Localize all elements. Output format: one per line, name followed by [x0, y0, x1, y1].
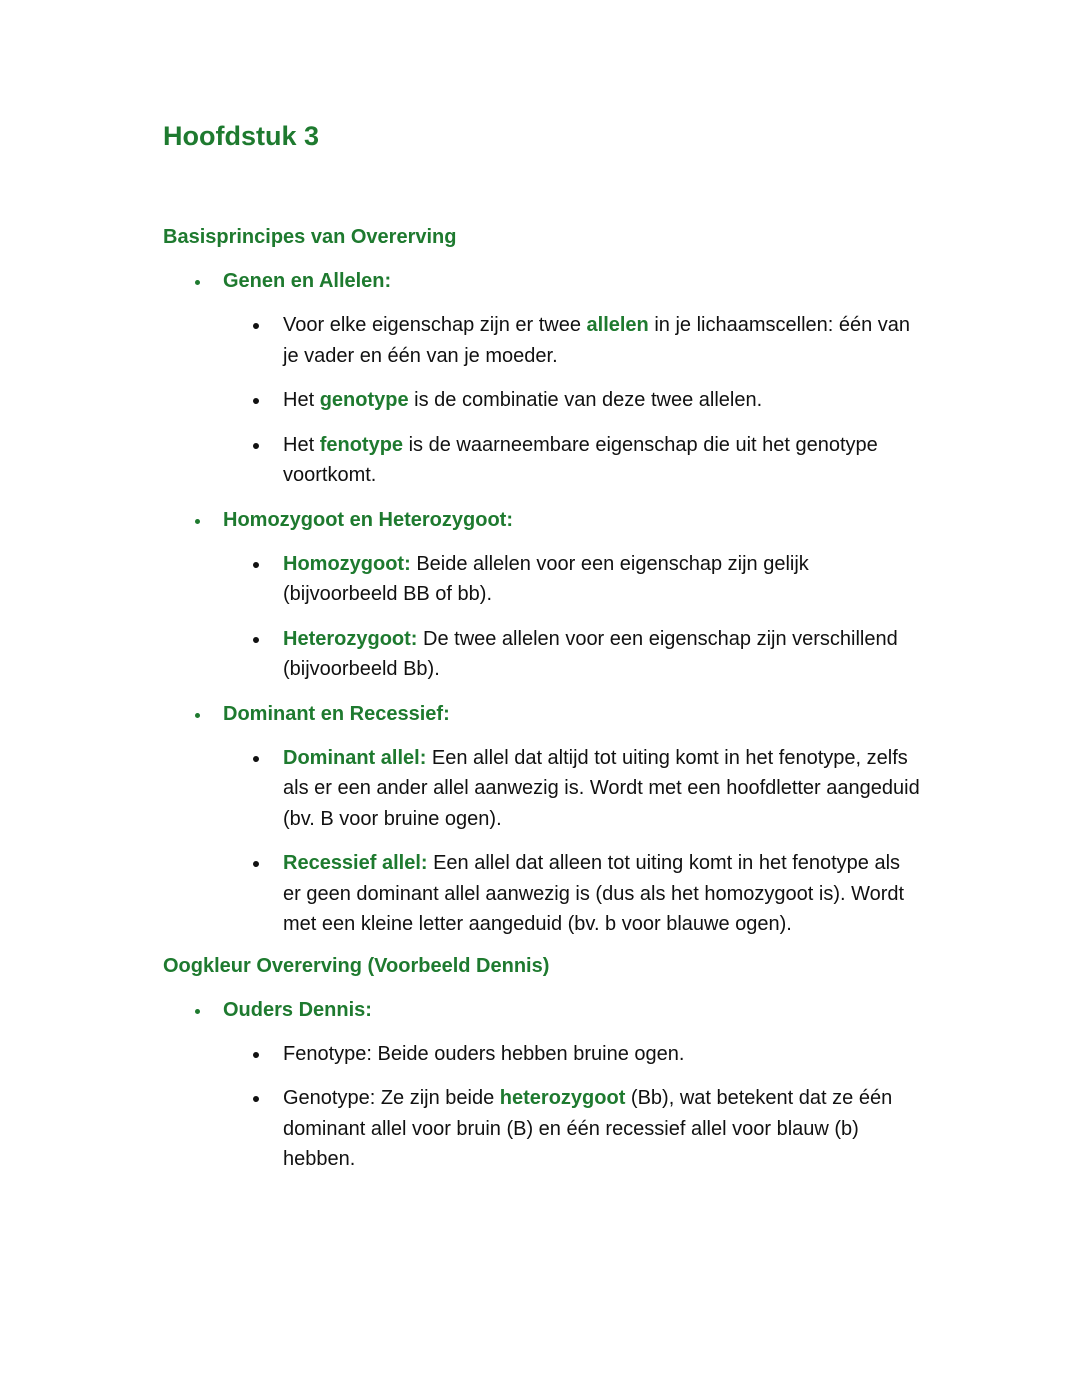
section-list-oogkleur	[163, 995, 923, 1175]
sub-list-item-text: Dominant allel: Een allel dat altijd tot uiting komt in het fenotype, zelfs als er een ander allel aanwezig is. Wordt met een hoofdletter aangeduid (bv. B voor bruine ogen).	[283, 746, 920, 830]
page-title: Hoofdstuk 3	[163, 121, 320, 151]
bullet-icon	[253, 1096, 259, 1102]
list-item-label: Genen en Allelen:	[223, 270, 392, 292]
section-list-basisprincipes	[163, 266, 923, 940]
sub-list	[223, 549, 923, 685]
list-item-ouders-dennis	[163, 995, 923, 1175]
bullet-icon	[253, 756, 259, 762]
sub-list-item-text: Voor elke eigenschap zijn er twee allelen in je lichaamscellen: één van je vader en één van je moeder.	[283, 314, 911, 367]
bullet-icon	[195, 1009, 200, 1014]
list-item-label: Ouders Dennis:	[223, 998, 372, 1021]
sub-list-item	[223, 385, 923, 416]
term-highlight: genotype	[319, 389, 409, 411]
sub-list-item-text: Fenotype: Beide ouders hebben bruine ogen.	[283, 1042, 685, 1065]
term-highlight: allelen	[586, 314, 649, 336]
bullet-icon	[253, 443, 259, 449]
bullet-icon	[195, 280, 200, 285]
sub-list-item	[223, 1039, 923, 1070]
bullet-icon	[195, 519, 200, 524]
sub-list-item	[223, 310, 923, 371]
term-highlight: fenotype	[319, 433, 404, 456]
sub-list-item	[223, 624, 923, 685]
section-heading-basisprincipes: Basisprincipes van Overerving	[163, 226, 457, 248]
list-item-label: Homozygoot en Heterozygoot:	[223, 508, 513, 531]
term-highlight: Recessief allel:	[283, 852, 428, 874]
bullet-icon	[253, 398, 259, 404]
sub-list-item-text: Recessief allel: Een allel dat alleen tot uiting komt in het fenotype als er geen dominant allel aanwezig is (dus als het homozygoot is). Wordt met een kleine letter aangeduid (bv. b voor blauwe ogen).	[283, 852, 905, 935]
section-heading-oogkleur: Oogkleur Overerving (Voorbeeld Dennis)	[163, 954, 550, 977]
sub-list-item-text: Het fenotype is de waarneembare eigenschap die uit het genotype voortkomt.	[283, 433, 878, 486]
list-item-homozygoot-heterozygoot	[163, 505, 923, 685]
bullet-icon	[253, 1052, 259, 1058]
sub-list	[223, 1039, 923, 1175]
bullet-icon	[253, 323, 259, 329]
document-content	[163, 118, 923, 1175]
sub-list-item	[223, 549, 923, 610]
sub-list-item-text: Homozygoot: Beide allelen voor een eigenschap zijn gelijk (bijvoorbeeld BB of bb).	[283, 552, 809, 605]
sub-list-item-text: Het genotype is de combinatie van deze twee allelen.	[283, 389, 763, 411]
sub-list-item	[223, 430, 923, 491]
bullet-icon	[253, 637, 259, 643]
sub-list-item	[223, 848, 923, 940]
list-item-label: Dominant en Recessief:	[223, 702, 450, 725]
term-highlight: Dominant allel:	[283, 746, 427, 769]
bullet-icon	[195, 713, 200, 718]
bullet-icon	[253, 562, 259, 568]
term-highlight: Heterozygoot:	[283, 627, 418, 650]
sub-list	[223, 743, 923, 940]
sub-list-item	[223, 743, 923, 835]
sub-list-item-text: Heterozygoot: De twee allelen voor een eigenschap zijn verschillend (bijvoorbeeld Bb).	[283, 627, 898, 680]
term-highlight: Homozygoot:	[283, 552, 411, 575]
sub-list	[223, 310, 923, 491]
term-highlight: heterozygoot	[499, 1087, 626, 1109]
sub-list-item	[223, 1083, 923, 1175]
list-item-genen-en-allelen	[163, 266, 923, 491]
bullet-icon	[253, 861, 259, 867]
list-item-dominant-recessief	[163, 699, 923, 940]
sub-list-item-text: Genotype: Ze zijn beide heterozygoot (Bb), wat betekent dat ze één dominant allel voor bruin (B) en één recessief allel voor blauw (b) hebben.	[283, 1087, 893, 1170]
